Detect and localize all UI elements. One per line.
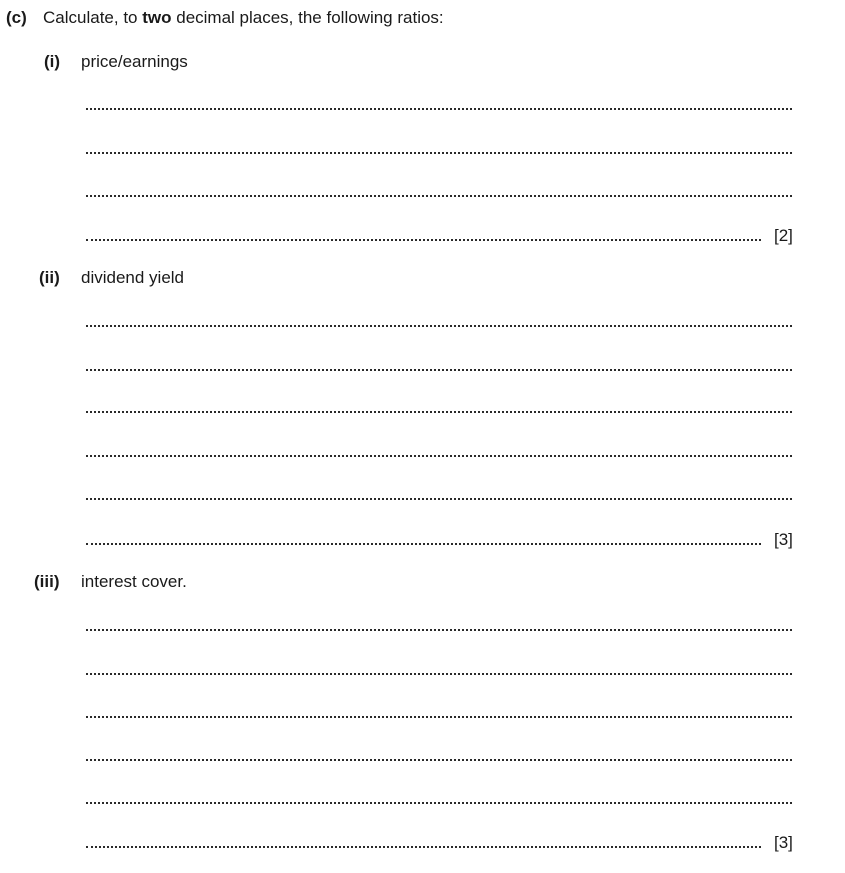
answer-line[interactable]	[86, 543, 761, 545]
part-text: price/earnings	[81, 52, 188, 71]
marks-label: [3]	[774, 833, 793, 852]
question-text-after: decimal places, the following ratios:	[171, 8, 444, 27]
question-label: (c)	[6, 8, 27, 27]
answer-line[interactable]	[86, 195, 792, 197]
answer-line[interactable]	[86, 152, 792, 154]
answer-line[interactable]	[86, 369, 792, 371]
answer-line[interactable]	[86, 239, 761, 241]
marks-label: [3]	[774, 530, 793, 549]
answer-line[interactable]	[86, 108, 792, 110]
question-text-emphasis: two	[142, 8, 172, 27]
marks-label: [2]	[774, 226, 793, 245]
answer-line[interactable]	[86, 325, 792, 327]
part-text: dividend yield	[81, 268, 185, 287]
question-text-before: Calculate, to	[43, 8, 143, 27]
answer-line[interactable]	[86, 629, 792, 631]
part-label: (i)	[44, 52, 61, 71]
part-text: interest cover.	[81, 572, 187, 591]
part-label: (iii)	[34, 572, 60, 591]
answer-line[interactable]	[86, 759, 792, 761]
answer-line[interactable]	[86, 673, 792, 675]
answer-line[interactable]	[86, 455, 792, 457]
answer-line[interactable]	[86, 846, 761, 848]
answer-line[interactable]	[86, 716, 792, 718]
question-text	[43, 8, 444, 28]
answer-line[interactable]	[86, 802, 792, 804]
answer-line[interactable]	[86, 411, 792, 413]
part-label: (ii)	[39, 268, 60, 287]
answer-line[interactable]	[86, 498, 792, 500]
